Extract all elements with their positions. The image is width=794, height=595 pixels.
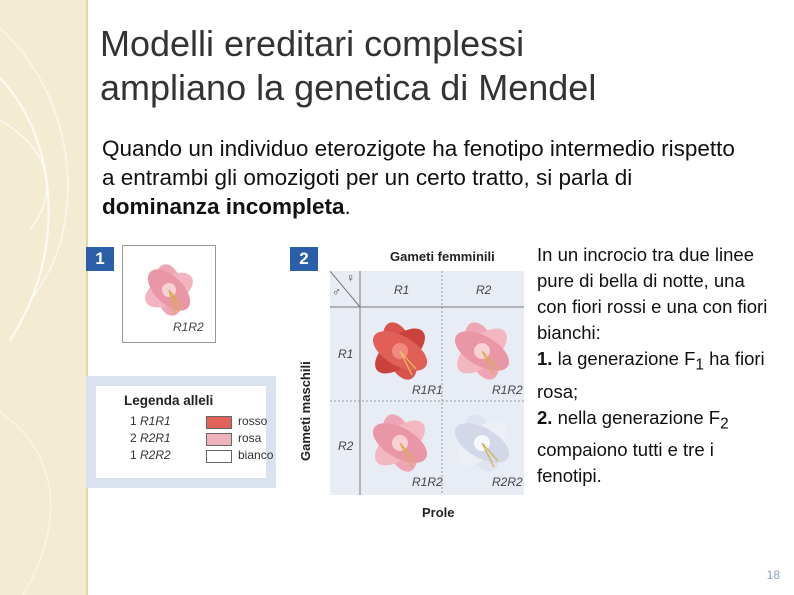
panel-1-badge: 1	[86, 247, 114, 271]
legend-title: Legenda alleli	[124, 393, 214, 408]
column-header-r2: R2	[476, 283, 492, 297]
item-2-number: 2.	[537, 406, 553, 428]
legend-genotype: R1R1	[140, 414, 171, 428]
male-gametes-label: Gameti maschili	[298, 361, 313, 461]
row-header-r2: R2	[338, 439, 354, 453]
progeny-label: Prole	[422, 505, 455, 520]
legend-panel	[96, 386, 274, 478]
legend-color-name: rosso	[238, 414, 268, 428]
legend-count: 1	[130, 448, 137, 462]
cell-genotype: R1R2	[412, 475, 443, 489]
pink-flower	[449, 318, 516, 385]
row-header-r1: R1	[338, 347, 354, 361]
item-1-number: 1.	[537, 348, 553, 369]
item-2-text-b: compaiono tutti e tre i fenotipi.	[537, 439, 714, 487]
intro-bold-term: dominanza incompleta	[102, 194, 345, 219]
punnett-figure	[86, 243, 526, 523]
cell-genotype: R2R2	[492, 475, 523, 489]
punnett-grid	[330, 271, 524, 495]
legend-color-name: rosa	[238, 431, 262, 445]
intro-paragraph	[102, 134, 742, 221]
column-header-r1: R1	[394, 283, 410, 297]
legend-swatch-pink	[206, 433, 232, 446]
legend-swatch-white	[206, 450, 232, 463]
slide-title-line-2: ampliano la genetica di Mendel	[100, 67, 597, 108]
explanation-text	[537, 242, 772, 489]
item-1-subscript: 1	[695, 356, 704, 374]
red-flower	[367, 318, 434, 385]
panel-2-badge: 2	[290, 247, 318, 271]
female-symbol: ♀	[346, 271, 355, 285]
slide-title	[100, 22, 780, 110]
legend-count: 2	[130, 431, 137, 445]
female-gametes-label: Gameti femminili	[390, 249, 495, 264]
decorative-sidebar	[0, 0, 88, 595]
legend-genotype: R2R1	[140, 431, 171, 445]
cell-genotype: R1R1	[412, 383, 443, 397]
legend-count: 1	[130, 414, 137, 428]
page-number: 18	[766, 568, 780, 582]
male-symbol: ♂	[332, 285, 341, 299]
explanation-item-1	[537, 346, 772, 405]
explanation-intro: In un incrocio tra due linee pure di bella di notte, una con fiori rossi e una con fiori bianchi:	[537, 244, 768, 343]
legend-genotype: R2R2	[140, 448, 171, 462]
item-1-text-a: la generazione F	[552, 348, 696, 369]
pink-flower	[367, 410, 434, 477]
panel-1-frame	[122, 245, 216, 343]
intro-text-end: .	[344, 194, 351, 219]
legend-box	[86, 376, 276, 488]
item-2-subscript: 2	[720, 415, 729, 433]
intro-text: Quando un individuo eterozigote ha fenotipo intermedio rispetto a entrambi gli omozigoti per un certo tratto, si parla di	[102, 136, 735, 190]
legend-swatch-red	[206, 416, 232, 429]
legend-color-name: bianco	[238, 448, 274, 462]
panel-1-genotype: R1R2	[173, 320, 204, 334]
white-flower	[449, 410, 516, 477]
item-2-text-a: nella generazione F	[552, 406, 721, 428]
item-1-text-b: ha fiori rosa;	[537, 348, 765, 402]
cell-genotype: R1R2	[492, 383, 523, 397]
sidebar-swirl-decoration	[0, 0, 86, 595]
explanation-item-2	[537, 405, 772, 490]
slide-title-line-1: Modelli ereditari complessi	[100, 23, 525, 64]
